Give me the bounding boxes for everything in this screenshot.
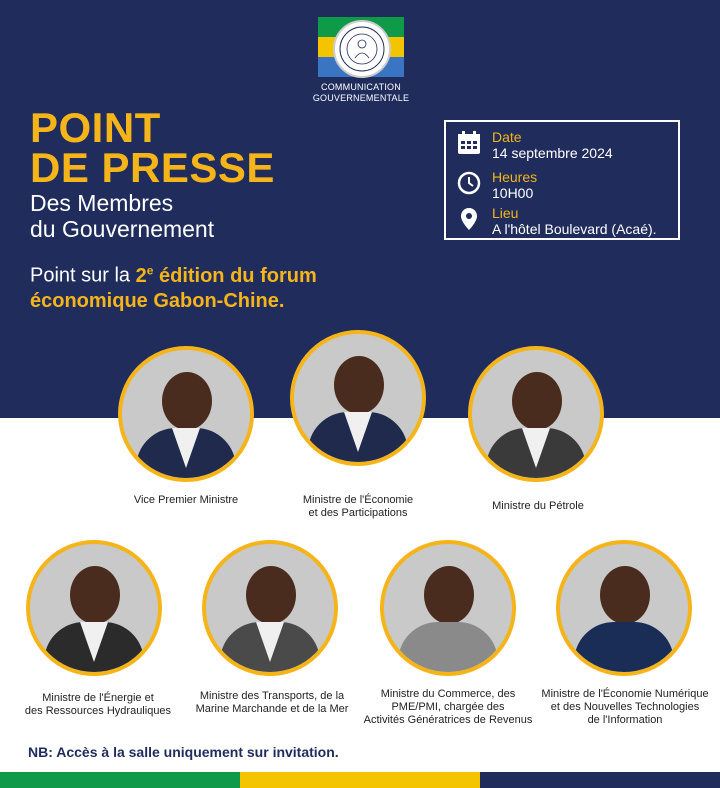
member-title: Ministre des Transports, de la Marine Marchande et de la Mer <box>195 690 349 715</box>
flag-stripe-blue <box>480 772 720 788</box>
member-title: Ministre du Commerce, des PME/PMI, chargée des Activités Génératrices de Revenus <box>363 688 533 726</box>
place-value: A l'hôtel Boulevard (Acaé). <box>492 221 657 237</box>
event-info-box <box>444 120 680 240</box>
portrait-ministre-energie <box>26 540 162 676</box>
flag-stripe-yellow <box>240 772 480 788</box>
invitation-note: NB: Accès à la salle uniquement sur invitation. <box>28 744 339 760</box>
republic-seal-icon <box>333 20 391 78</box>
calendar-icon <box>456 130 482 156</box>
portrait-ministre-economie-numerique <box>556 540 692 676</box>
logo-caption: COMMUNICATION GOUVERNEMENTALE <box>312 82 410 103</box>
time-value: 10H00 <box>492 185 534 201</box>
member-title: Ministre de l'Économie et des Participations <box>302 494 414 519</box>
member-title: Vice Premier Ministre <box>133 494 239 506</box>
member-title: Ministre de l'Énergie et des Ressources Hydrauliques <box>24 692 172 717</box>
member-title: Ministre du Pétrole <box>492 500 584 512</box>
place-row <box>456 206 657 237</box>
place-label: Lieu <box>492 205 519 221</box>
portrait-ministre-commerce <box>380 540 516 676</box>
date-label: Date <box>492 129 522 145</box>
time-label: Heures <box>492 169 538 185</box>
event-topic: Point sur la 2e édition du forum économique Gabon-Chine. <box>30 263 317 312</box>
clock-icon <box>456 170 482 196</box>
member-title: Ministre de l'Économie Numérique et des Nouvelles Technologies de l'Information <box>541 688 709 726</box>
portrait-vice-premier-ministre <box>118 346 254 482</box>
flag-stripe-green <box>0 772 240 788</box>
date-row <box>456 130 613 161</box>
date-value: 14 septembre 2024 <box>492 145 613 161</box>
location-pin-icon <box>456 206 482 232</box>
portrait-ministre-economie <box>290 330 426 466</box>
portrait-ministre-transports <box>202 540 338 676</box>
page-title: POINT DE PRESSE <box>30 104 275 191</box>
time-row <box>456 170 537 201</box>
portrait-ministre-petrole <box>468 346 604 482</box>
page-subtitle: Des Membres du Gouvernement <box>30 190 215 242</box>
